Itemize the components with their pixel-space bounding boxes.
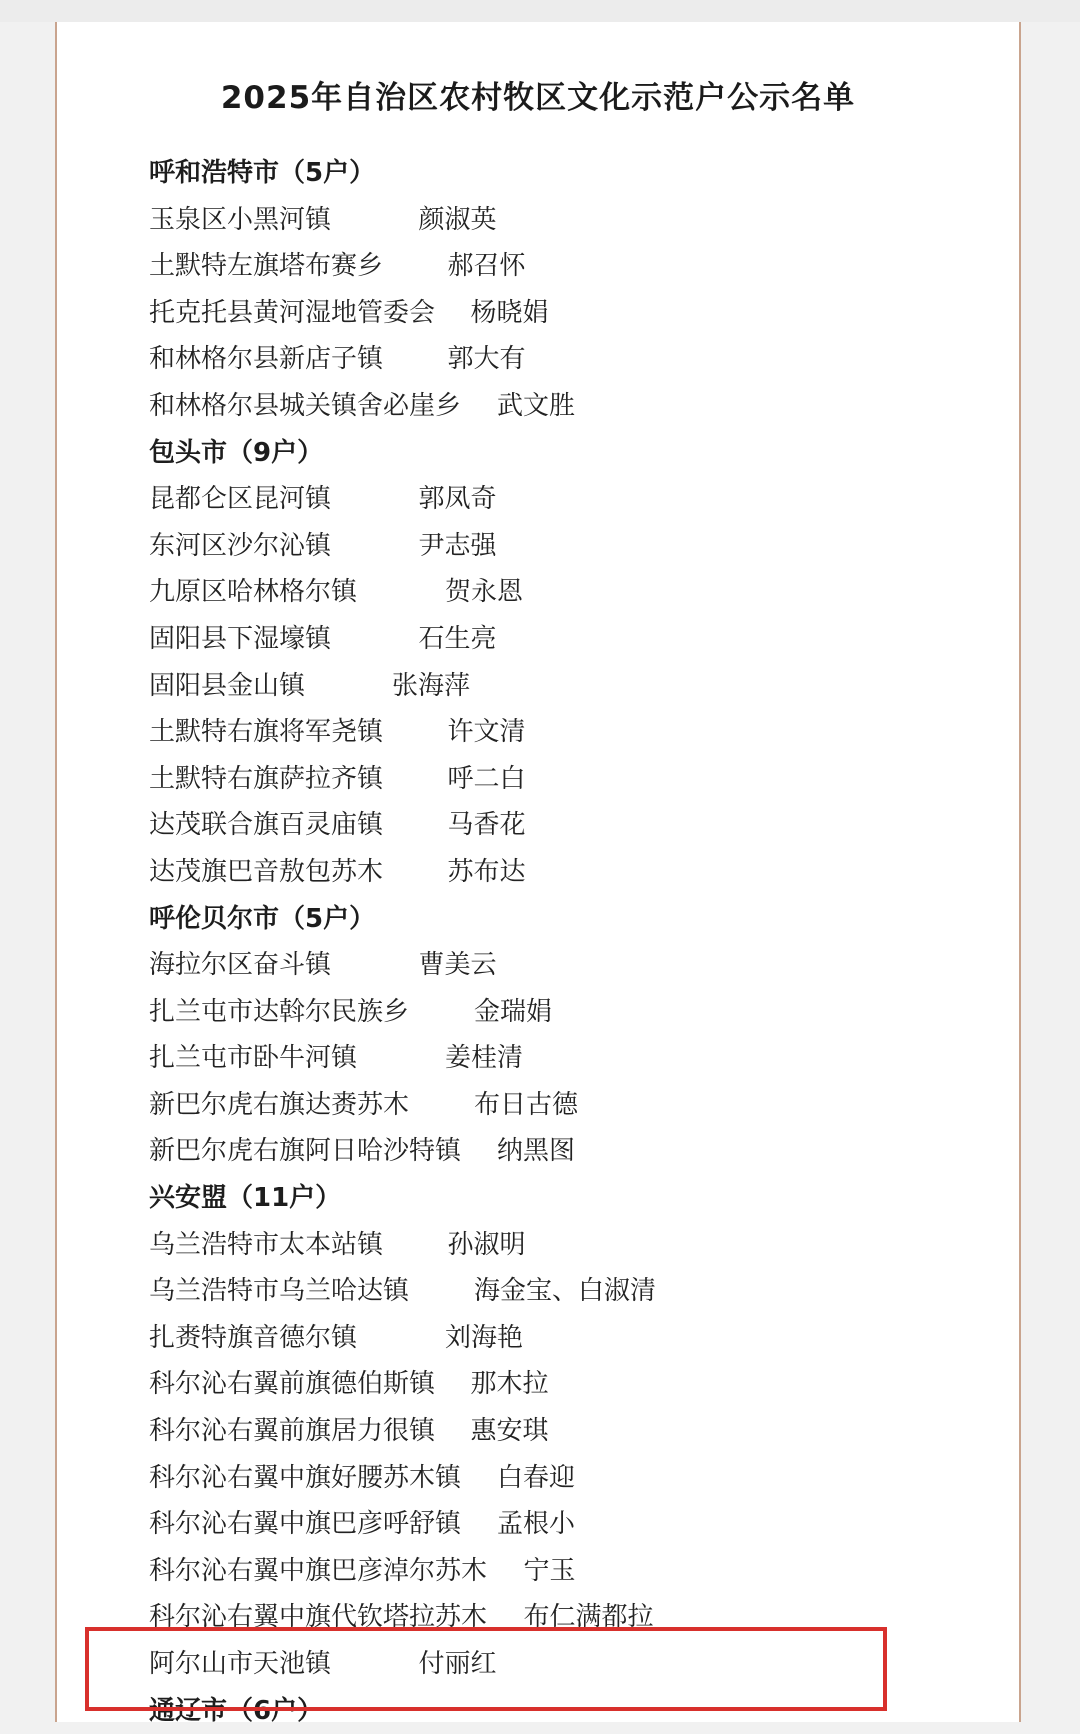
person-name: 纳黑图 xyxy=(497,1136,576,1167)
person-name: 那木拉 xyxy=(470,1369,549,1400)
list-item xyxy=(149,756,969,803)
person-name: 孙淑明 xyxy=(447,1229,526,1260)
place-name: 科尔沁右翼前旗居力很镇 xyxy=(149,1416,436,1447)
place-name: 科尔沁右翼中旗好腰苏木镇 xyxy=(149,1462,462,1493)
place-name: 科尔沁右翼中旗代钦塔拉苏木 xyxy=(149,1602,488,1633)
region-heading-text: 呼伦贝尔市（5户） xyxy=(149,903,376,934)
list-item xyxy=(149,569,969,616)
person-name: 宁玉 xyxy=(523,1555,576,1586)
name-list xyxy=(149,150,969,1734)
place-name: 土默特右旗萨拉齐镇 xyxy=(149,763,384,794)
place-name: 昆都仑区昆河镇 xyxy=(149,484,332,515)
place-name: 玉泉区小黑河镇 xyxy=(149,204,332,235)
place-name: 阿尔山市天池镇 xyxy=(149,1649,332,1679)
list-item xyxy=(149,1455,969,1502)
list-item xyxy=(149,523,969,570)
place-name: 达茂联合旗百灵庙镇 xyxy=(149,810,384,841)
place-name: 土默特右旗将军尧镇 xyxy=(149,717,384,748)
person-name: 曹美云 xyxy=(418,950,497,981)
place-name: 固阳县下湿壕镇 xyxy=(149,623,332,654)
person-name: 颜淑英 xyxy=(418,204,497,235)
person-name: 许文清 xyxy=(447,717,526,748)
place-name: 科尔沁右翼中旗巴彦呼舒镇 xyxy=(149,1509,462,1540)
place-name: 和林格尔县新店子镇 xyxy=(149,344,384,375)
list-item xyxy=(149,709,969,756)
person-name: 金瑞娟 xyxy=(474,996,553,1027)
place-name: 科尔沁右翼中旗巴彦淖尔苏木 xyxy=(149,1555,488,1586)
person-name: 郭凤奇 xyxy=(418,484,497,515)
document-title: 2025年自治区农村牧区文化示范户公示名单 xyxy=(220,80,856,116)
region-heading-text: 兴安盟（11户） xyxy=(149,1183,342,1214)
person-name: 布日古德 xyxy=(474,1089,579,1120)
region-heading xyxy=(149,430,969,477)
person-name: 郝召怀 xyxy=(447,251,526,282)
region-heading-text: 包头市（9户） xyxy=(149,437,324,468)
place-name: 托克托县黄河湿地管委会 xyxy=(149,297,436,328)
list-item xyxy=(149,290,969,337)
person-name: 海金宝、白淑清 xyxy=(474,1276,657,1307)
person-name: 惠安琪 xyxy=(470,1416,549,1447)
place-name: 东河区沙尔沁镇 xyxy=(149,530,332,561)
region-heading xyxy=(149,1175,969,1222)
list-item xyxy=(149,849,969,896)
place-name: 科尔沁右翼前旗德伯斯镇 xyxy=(149,1369,436,1400)
region-heading-text: 通辽市（6户） xyxy=(149,1695,324,1726)
place-name: 乌兰浩特市太本站镇 xyxy=(149,1229,384,1260)
person-name: 尹志强 xyxy=(418,530,497,561)
list-item xyxy=(149,1361,969,1408)
person-name: 苏布达 xyxy=(447,856,526,887)
person-name: 郭大有 xyxy=(447,344,526,375)
region-heading-text: 呼和浩特市（5户） xyxy=(149,158,376,188)
person-name: 孟根小 xyxy=(497,1509,576,1540)
place-name: 扎赉特旗音德尔镇 xyxy=(149,1322,358,1353)
list-item xyxy=(149,1501,969,1548)
list-item xyxy=(149,1128,969,1175)
region-heading xyxy=(149,896,969,943)
list-item xyxy=(149,243,969,290)
highlight-box xyxy=(85,1627,887,1711)
list-item xyxy=(149,1408,969,1455)
place-name: 新巴尔虎右旗阿日哈沙特镇 xyxy=(149,1136,462,1167)
person-name: 武文胜 xyxy=(497,390,576,421)
list-item xyxy=(149,336,969,383)
list-item xyxy=(149,663,969,710)
person-name: 呼二白 xyxy=(447,763,526,794)
place-name: 九原区哈林格尔镇 xyxy=(149,577,358,608)
list-item xyxy=(149,1268,969,1315)
list-item xyxy=(149,989,969,1036)
place-name: 和林格尔县城关镇舍必崖乡 xyxy=(149,390,462,421)
person-name: 马香花 xyxy=(447,810,526,841)
person-name: 石生亮 xyxy=(418,623,497,654)
list-item xyxy=(149,1222,969,1269)
list-item xyxy=(149,616,969,663)
place-name: 乌兰浩特市乌兰哈达镇 xyxy=(149,1276,410,1307)
person-name: 白春迎 xyxy=(497,1462,576,1493)
person-name: 付丽红 xyxy=(418,1649,497,1679)
place-name: 海拉尔区奋斗镇 xyxy=(149,950,332,981)
list-item xyxy=(149,802,969,849)
list-item xyxy=(149,1082,969,1129)
top-band xyxy=(0,0,1080,22)
person-name: 杨晓娟 xyxy=(470,297,549,328)
person-name: 刘海艳 xyxy=(445,1322,524,1353)
list-item xyxy=(149,1548,969,1595)
list-item xyxy=(149,383,969,430)
list-item xyxy=(149,197,969,244)
list-item xyxy=(149,1035,969,1082)
place-name: 土默特左旗塔布赛乡 xyxy=(149,251,384,282)
person-name: 布仁满都拉 xyxy=(523,1602,654,1633)
person-name: 姜桂清 xyxy=(445,1043,524,1074)
person-name: 张海萍 xyxy=(392,670,471,701)
list-item xyxy=(149,476,969,523)
person-name: 贺永恩 xyxy=(445,577,524,608)
region-heading xyxy=(149,150,969,197)
place-name: 达茂旗巴音敖包苏木 xyxy=(149,856,384,887)
list-item xyxy=(149,942,969,989)
document-page xyxy=(55,22,1021,1726)
list-item xyxy=(149,1315,969,1362)
place-name: 固阳县金山镇 xyxy=(149,670,306,701)
place-name: 扎兰屯市达斡尔民族乡 xyxy=(149,996,410,1027)
place-name: 扎兰屯市卧牛河镇 xyxy=(149,1043,358,1074)
place-name: 新巴尔虎右旗达赉苏木 xyxy=(149,1089,410,1120)
